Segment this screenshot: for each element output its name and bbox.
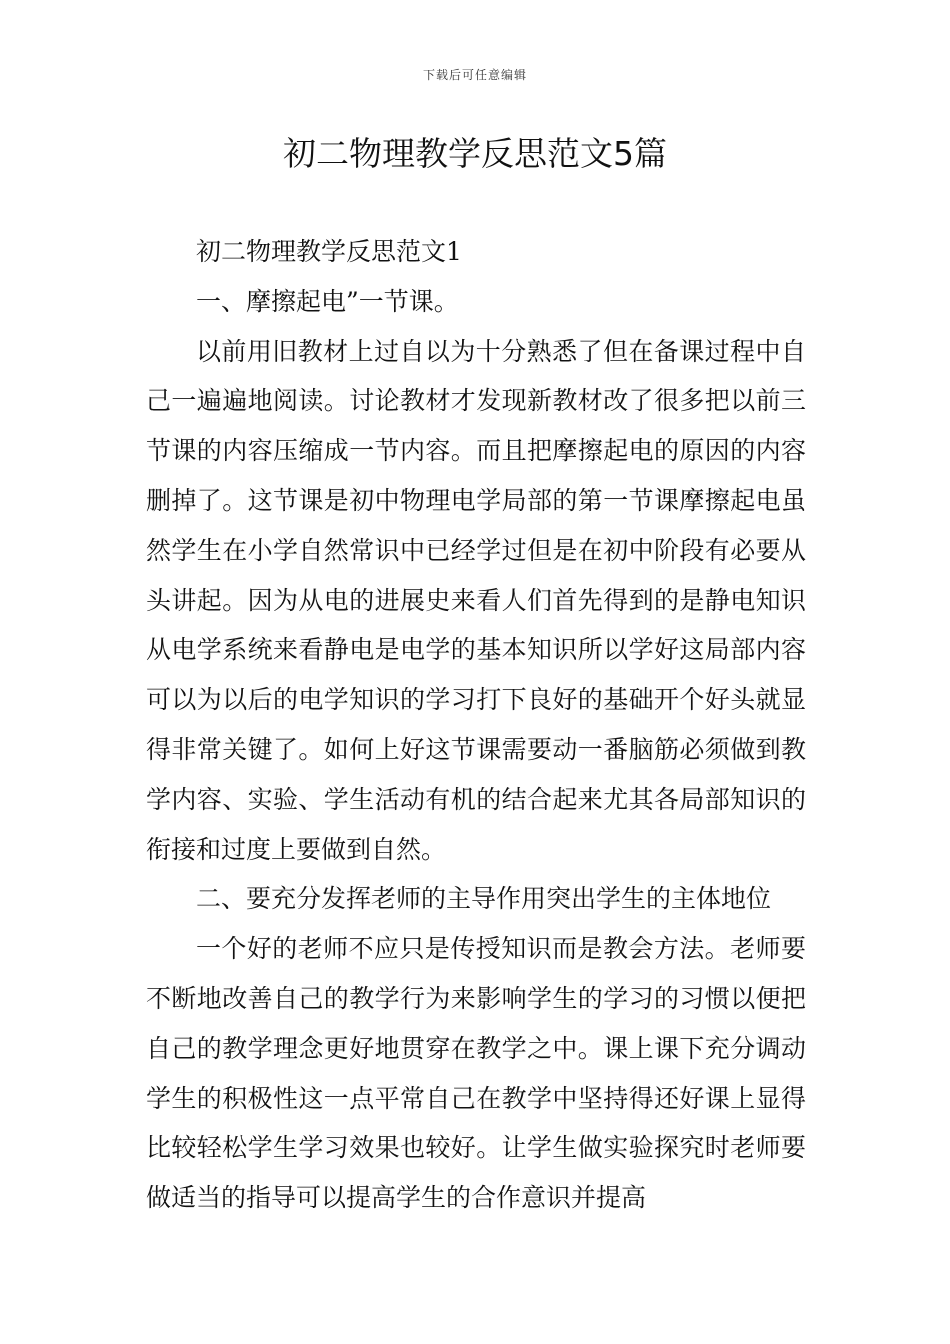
subsection-heading: 一、摩擦起电”一节课。 [196,286,459,316]
body-paragraph: 以前用旧教材上过自以为十分熟悉了但在备课过程中自己一遍遍地阅读。讨论教材才发现新教材改了很多把以前三节课的内容压缩成一节内容。而且把摩擦起电的原因的内容删掉了。这节课是初中物理电学局部的第一节课摩擦起电虽然学生在小学自然常识中已经学过但是在初中阶段有必要从头讲起。因为从电的进展史来看人们首先得到的是静电知识从电学系统来看静电是电学的基本知识所以学好这局部内容可以为以后的电学知识的学习打下良好的基础开个好头就显得非常关键了。如何上好这节课需要动一番脑筋必须做到教学内容、实验、学生活动有机的结合起来尤其各局部知识的衔接和过度上要做到自然。 [146,336,806,864]
document-body [146,227,806,1223]
subsection-heading: 二、要充分发挥老师的主导作用突出学生的主体地位 [196,884,772,914]
header-note: 下载后可任意编辑 [422,68,527,82]
section-heading: 初二物理教学反思范文1 [196,237,462,266]
body-paragraph: 一个好的老师不应只是传授知识而是教会方法。老师要不断地改善自己的教学行为来影响学生的学习的习惯以便把自己的教学理念更好地贯穿在教学之中。课上课下充分调动学生的积极性这一点平常自己在教学中坚持得还好课上显得比较轻松学生学习效果也较好。让学生做实验探究时老师要做适当的指导可以提高学生的合作意识并提高 [146,934,806,1213]
document-title: 初二物理教学反思范文5篇 [283,134,667,173]
